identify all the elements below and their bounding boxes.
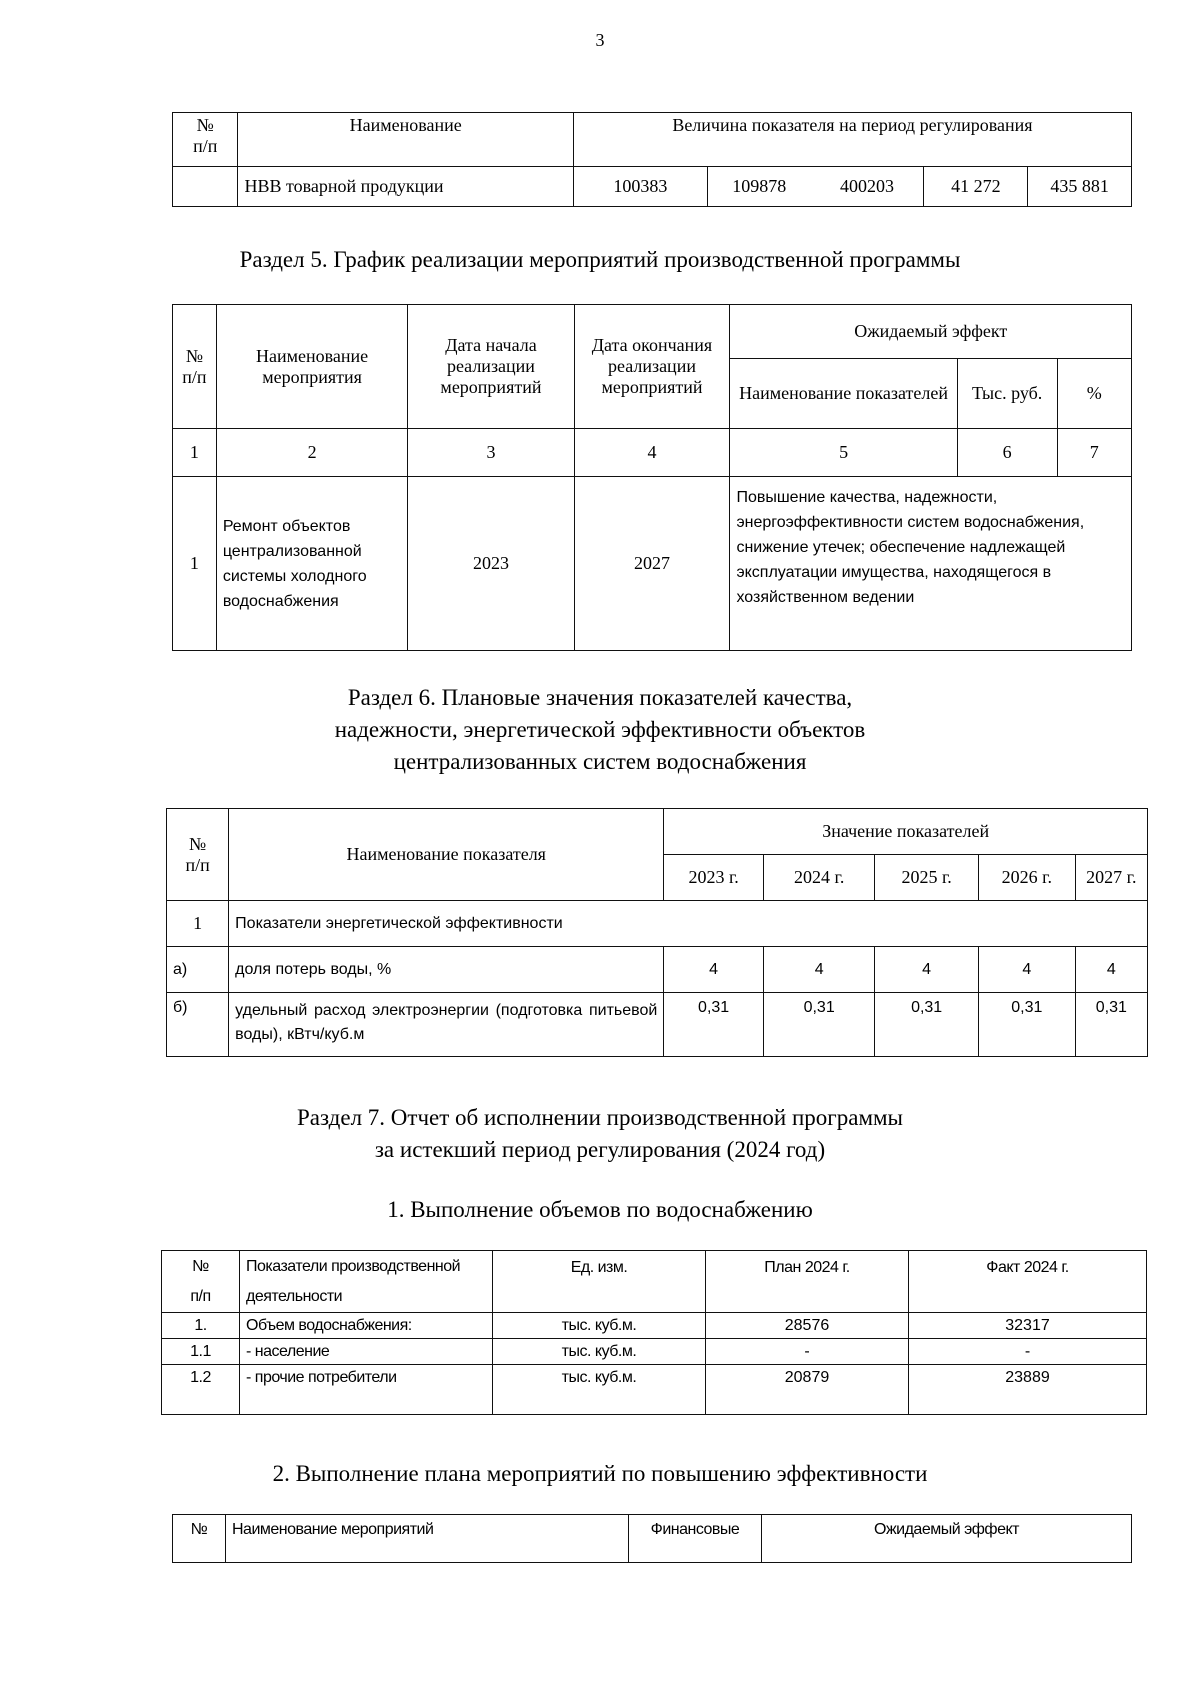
s7t1-row-unit: тыс. куб.м. [493, 1339, 706, 1365]
s6-row-value: 0,31 [978, 993, 1075, 1057]
s5-end-header: Дата окончания реализации мероприятий [574, 305, 730, 429]
s7t1-row-unit: тыс. куб.м. [493, 1313, 706, 1339]
s7t1-row-plan: 28576 [706, 1313, 909, 1339]
nvv-row-num [173, 167, 238, 207]
s7t2-effect-header: Ожидаемый эффект [762, 1515, 1132, 1563]
col-num-header: № п/п [173, 113, 238, 167]
s5-row-name: Ремонт объектов централизованной системы холодного водоснабжения [216, 477, 408, 651]
s6-group-num: 1 [167, 901, 229, 947]
section6-title-line: надежности, энергетической эффективности объектов [334, 717, 866, 742]
s6-row-value: 0,31 [875, 993, 979, 1057]
s6-row-value: 0,31 [1075, 993, 1147, 1057]
s6-row-value: 4 [763, 947, 874, 993]
s6-row-value: 4 [1075, 947, 1147, 993]
section7-subtitle-1: 1. Выполнение объемов по водоснабжению [387, 1197, 813, 1222]
s5-thousand-rub-header: Тыс. руб. [957, 359, 1057, 429]
s5-col-number: 6 [957, 429, 1057, 477]
s6-name-header: Наименование показателя [229, 809, 664, 901]
s6-group-name: Показатели энергетической эффективности [229, 901, 1148, 947]
s7t1-row-plan: - [706, 1339, 909, 1365]
s7t1-row-fact: 32317 [909, 1313, 1147, 1339]
section7-measures-table [172, 1514, 1132, 1563]
s6-year-header: 2023 г. [664, 855, 764, 901]
s6-row-value: 4 [875, 947, 979, 993]
s7t1-row-plan: 20879 [706, 1365, 909, 1415]
s7t1-unit-header: Ед. изм. [493, 1251, 706, 1313]
s5-col-number: 2 [216, 429, 408, 477]
s7t1-num-header-sub: п/п [162, 1283, 240, 1313]
col-name-header: Наименование [238, 113, 573, 167]
s7t1-row-unit: тыс. куб.м. [493, 1365, 706, 1415]
s6-row-num: а) [167, 947, 229, 993]
s5-col-number: 3 [408, 429, 574, 477]
s6-row-value: 4 [664, 947, 764, 993]
s5-row-indicator: Повышение качества, надежности, энергоэффективности систем водоснабжения, снижение утечек; обеспечение надлежащей эксплуатации имущества, находящегося в хозяйственном ведении [730, 477, 1132, 651]
s7t2-financial-header: Финансовые [629, 1515, 762, 1563]
nvv-value: 400203 [811, 167, 924, 207]
page-number: 3 [595, 30, 605, 50]
s5-col-number: 4 [574, 429, 730, 477]
nvv-row-name: НВВ товарной продукции [238, 167, 573, 207]
nvv-table [172, 112, 1132, 207]
s6-num-header: № п/п [167, 809, 229, 901]
s7t1-row-name: - прочие потребители [240, 1365, 493, 1415]
s5-col-number: 5 [730, 429, 957, 477]
section6-table [166, 808, 1148, 1057]
s6-row-num: б) [167, 993, 229, 1057]
s6-row-name: удельный расход электроэнергии (подготовка питьевой воды), кВтч/куб.м [229, 993, 664, 1057]
s7t1-row-num: 1. [162, 1313, 240, 1339]
s5-row-end: 2027 [574, 477, 730, 651]
s7t1-indicator-header-sub: деятельности [240, 1283, 493, 1313]
section5-table [172, 304, 1132, 651]
s6-year-header: 2025 г. [875, 855, 979, 901]
nvv-value: 109878 [707, 167, 810, 207]
s6-row-value: 4 [978, 947, 1075, 993]
s5-effect-header: Ожидаемый эффект [730, 305, 1132, 359]
s7t1-plan-header: План 2024 г. [706, 1251, 909, 1313]
section7-title-line: за истекший период регулирования (2024 год) [374, 1137, 826, 1162]
s6-year-header: 2026 г. [978, 855, 1075, 901]
s7t2-num-header: № [173, 1515, 226, 1563]
s6-year-header: 2027 г. [1075, 855, 1147, 901]
col-value-header: Величина показателя на период регулирования [573, 113, 1131, 167]
s6-row-name: доля потерь воды, % [229, 947, 664, 993]
s7t1-row-num: 1.1 [162, 1339, 240, 1365]
s5-percent-header: % [1057, 359, 1131, 429]
s7t1-num-header: № [162, 1251, 240, 1283]
s5-row-num: 1 [173, 477, 217, 651]
s5-row-start: 2023 [408, 477, 574, 651]
s6-year-header: 2024 г. [763, 855, 874, 901]
nvv-value: 41 272 [924, 167, 1028, 207]
s6-row-value: 0,31 [763, 993, 874, 1057]
s5-col-number: 7 [1057, 429, 1131, 477]
s7t1-row-name: Объем водоснабжения: [240, 1313, 493, 1339]
section6-title-line: централизованных систем водоснабжения [393, 749, 807, 774]
s6-row-value: 0,31 [664, 993, 764, 1057]
section7-title-line: Раздел 7. Отчет об исполнении производственной программы [296, 1105, 904, 1130]
section7-volumes-table [161, 1250, 1147, 1415]
s7t1-row-fact: 23889 [909, 1365, 1147, 1415]
s5-start-header: Дата начала реализации мероприятий [408, 305, 574, 429]
section7-subtitle-2: 2. Выполнение плана мероприятий по повышению эффективности [272, 1461, 928, 1486]
s6-values-header: Значение показателей [664, 809, 1148, 855]
s5-indicator-header: Наименование показателей [730, 359, 957, 429]
s7t1-indicator-header: Показатели производственной [240, 1251, 493, 1283]
s7t1-fact-header: Факт 2024 г. [909, 1251, 1147, 1313]
s7t1-row-fact: - [909, 1339, 1147, 1365]
s7t1-row-name: - население [240, 1339, 493, 1365]
section6-title-line: Раздел 6. Плановые значения показателей качества, [347, 685, 853, 710]
s5-name-header: Наименование мероприятия [216, 305, 408, 429]
s5-col-number: 1 [173, 429, 217, 477]
section5-title: Раздел 5. График реализации мероприятий производственной программы [239, 247, 961, 272]
s5-num-header: № п/п [173, 305, 217, 429]
nvv-value: 435 881 [1028, 167, 1132, 207]
s7t2-name-header: Наименование мероприятий [226, 1515, 629, 1563]
s7t1-row-num: 1.2 [162, 1365, 240, 1415]
nvv-value: 100383 [573, 167, 707, 207]
